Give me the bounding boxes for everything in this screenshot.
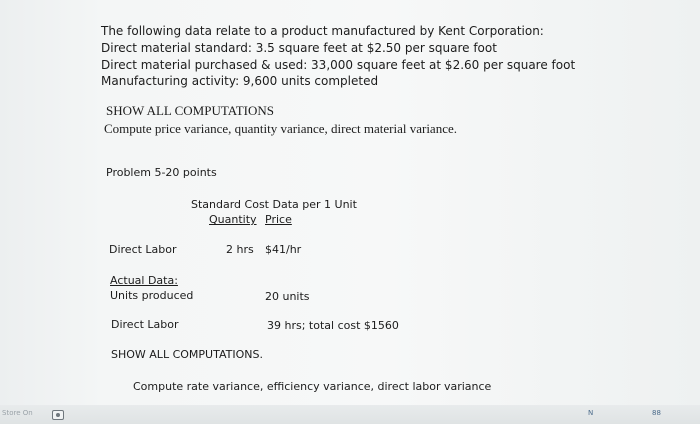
intro-line-1: The following data relate to a product manufactured by Kent Corporation: [101, 24, 544, 38]
intro-line-2: Direct material standard: 3.5 square feet at $2.50 per square foot [101, 41, 497, 55]
std-direct-labor-label: Direct Labor [109, 243, 177, 256]
image-icon[interactable] [52, 410, 64, 420]
taskbar-right-text-1: N [588, 409, 594, 417]
show-all-heading-1: SHOW ALL COMPUTATIONS [106, 103, 274, 118]
col-price-header: Price [265, 213, 292, 226]
col-quantity-header: Quantity [209, 213, 257, 226]
units-produced-value: 20 units [265, 290, 310, 303]
problem-title: Problem 5-20 points [106, 166, 217, 179]
taskbar-right-text-2: 88 [652, 409, 661, 417]
intro-line-3: Direct material purchased & used: 33,000 square feet at $2.60 per square foot [101, 58, 576, 72]
labor-task: Compute rate variance, efficiency variance, direct labor variance [133, 380, 492, 393]
units-produced-label: Units produced [110, 289, 194, 302]
actual-data-label: Actual Data: [110, 274, 178, 287]
std-direct-labor-qty: 2 hrs [226, 243, 254, 256]
material-task: Compute price variance, quantity variance, direct material variance. [104, 121, 457, 136]
std-direct-labor-price: $41/hr [265, 243, 302, 256]
intro-line-4: Manufacturing activity: 9,600 units completed [101, 74, 379, 88]
actual-direct-labor-value: 39 hrs; total cost $1560 [267, 319, 399, 332]
actual-direct-labor-label: Direct Labor [111, 318, 179, 331]
taskbar [0, 405, 700, 424]
std-cost-table-title: Standard Cost Data per 1 Unit [191, 198, 357, 211]
taskbar-left-text: Store On [2, 409, 33, 417]
show-all-heading-2: SHOW ALL COMPUTATIONS. [111, 348, 263, 361]
